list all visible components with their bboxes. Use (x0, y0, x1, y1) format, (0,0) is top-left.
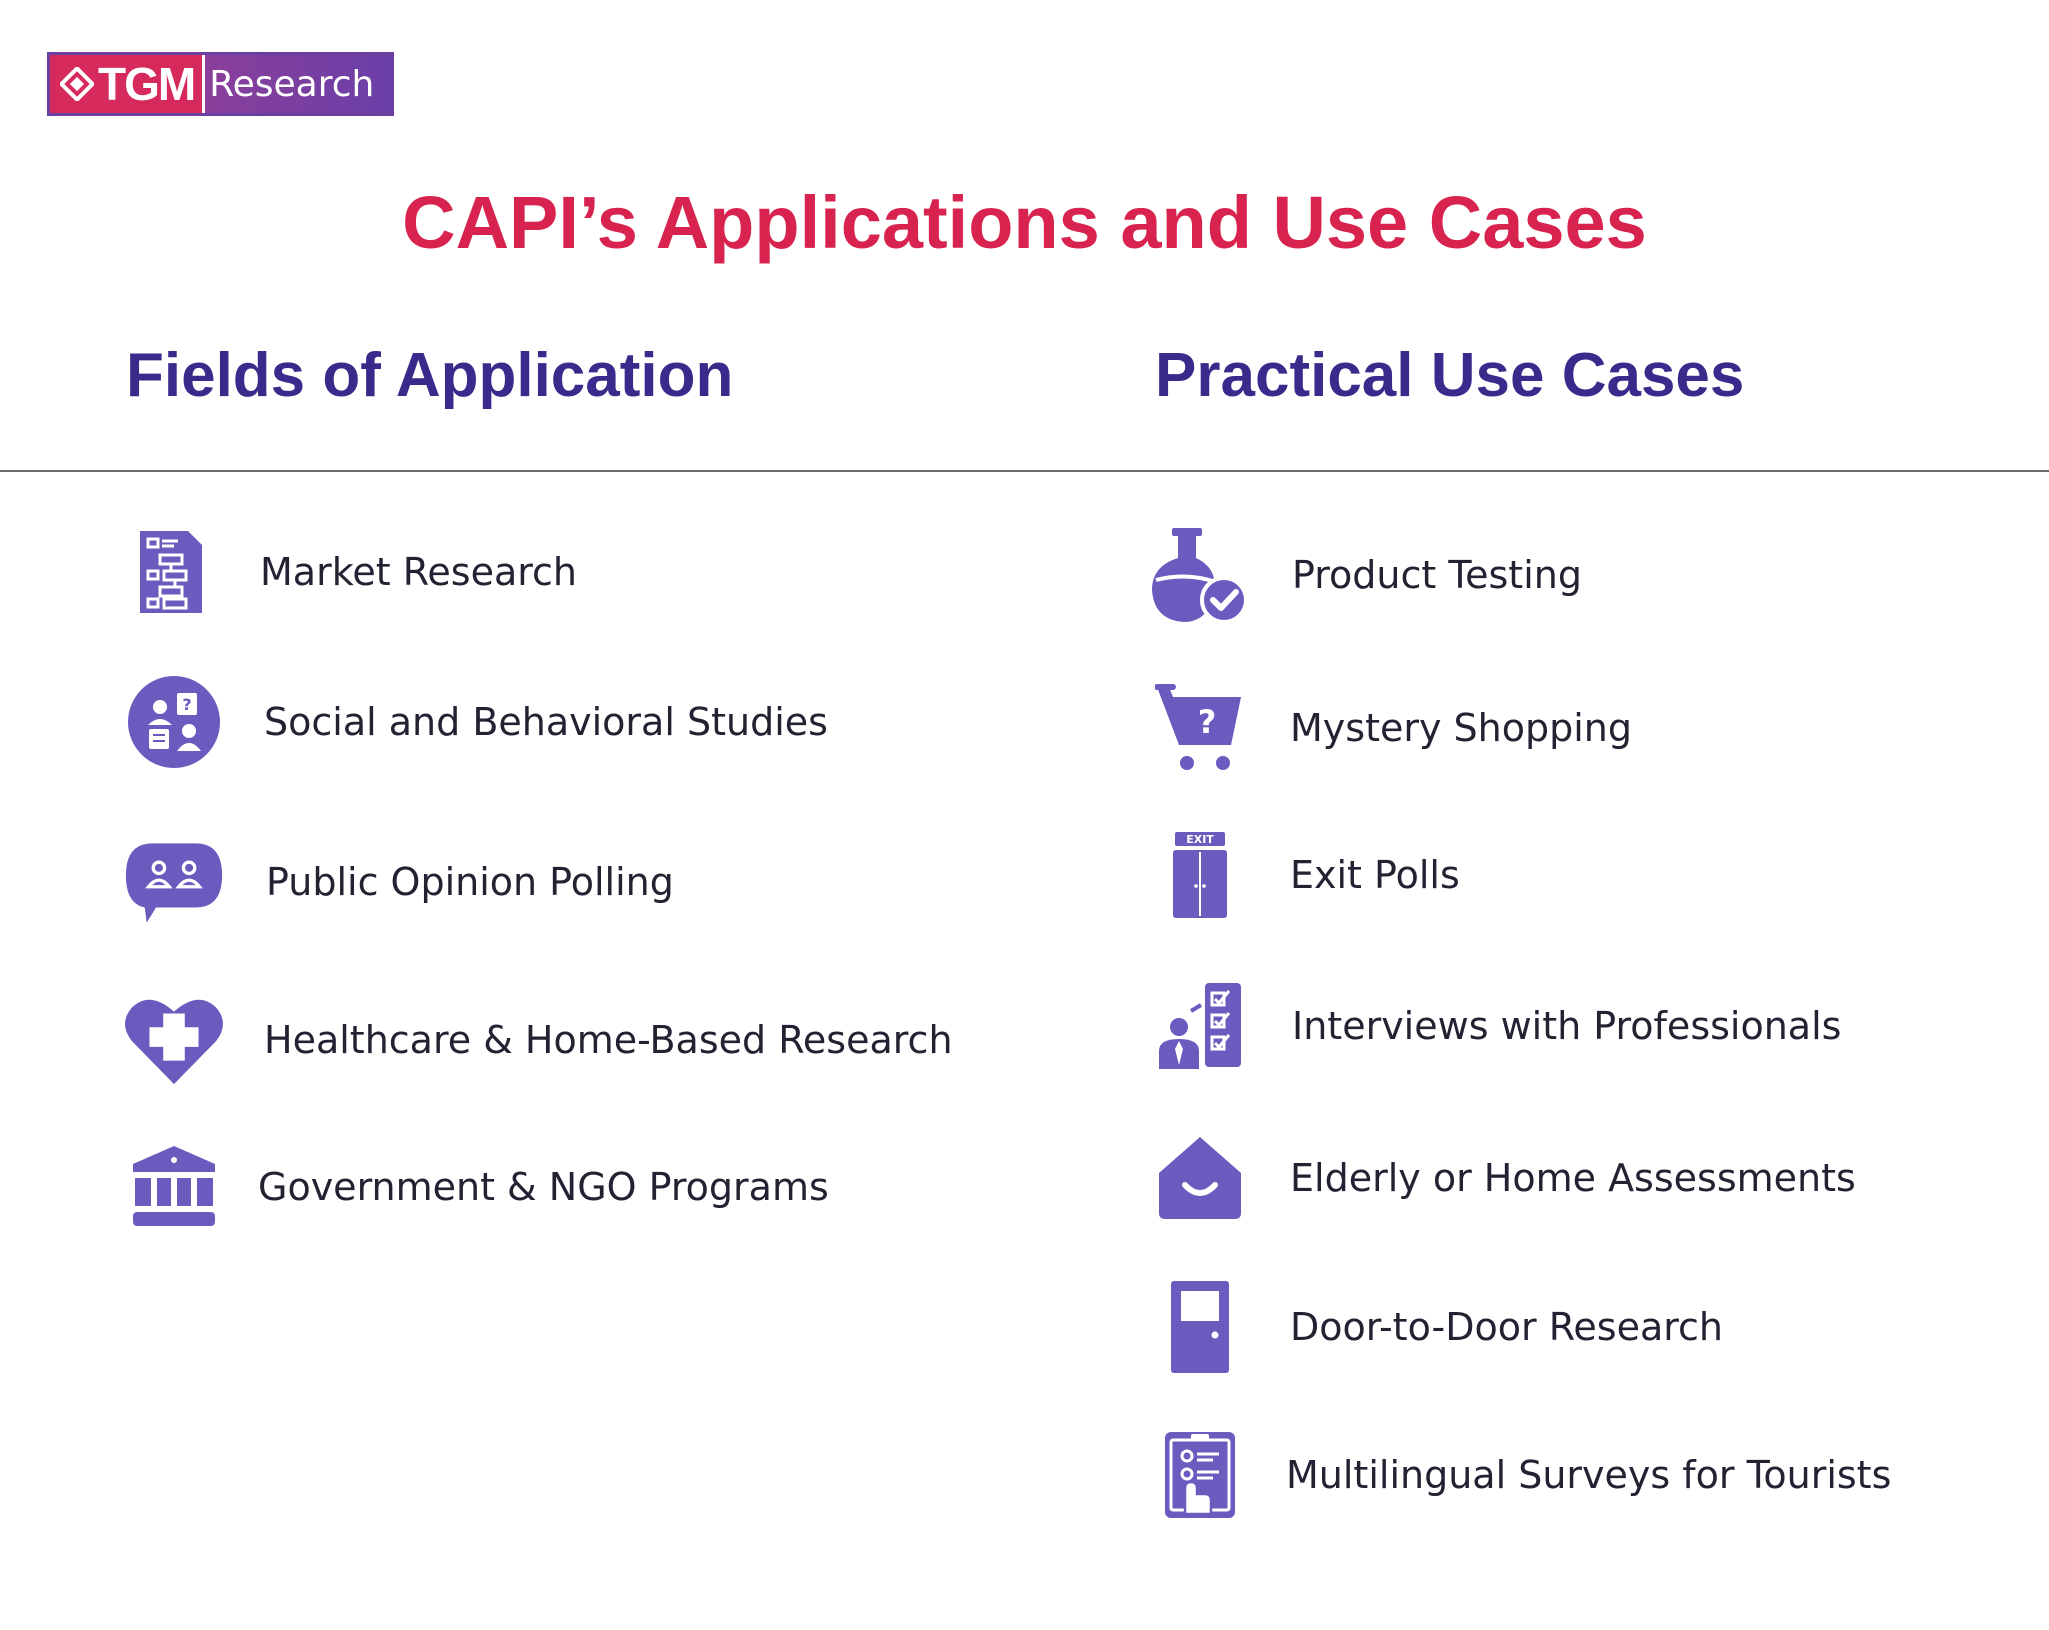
tablet-survey-icon (1150, 1425, 1250, 1525)
list-item-market-research (120, 522, 577, 622)
fields-of-application-heading: Fields of Application (126, 341, 734, 410)
list-item-healthcare (124, 990, 953, 1090)
item-label: Product Testing (1292, 553, 1582, 597)
practical-use-cases-heading: Practical Use Cases (1155, 341, 1745, 410)
list-item-door-to-door (1150, 1277, 1723, 1377)
list-item-exit-polls (1150, 825, 1460, 925)
item-label: Social and Behavioral Studies (264, 700, 828, 744)
svg-text:EXIT: EXIT (1186, 833, 1214, 846)
svg-text:?: ? (182, 695, 192, 714)
logo-brand (50, 55, 205, 113)
list-item-government (124, 1137, 829, 1237)
item-label: Multilingual Surveys for Tourists (1286, 1453, 1892, 1497)
list-item-interviews-professionals (1150, 976, 1841, 1076)
item-label: Government & NGO Programs (258, 1165, 829, 1209)
flask-check-icon (1150, 525, 1250, 625)
item-label: Mystery Shopping (1290, 706, 1632, 750)
list-item-mystery-shopping (1150, 678, 1632, 778)
list-item-elderly-home (1150, 1128, 1856, 1228)
list-item-product-testing (1150, 525, 1582, 625)
logo-brand-text: TGM (98, 58, 195, 110)
page-title: CAPI’s Applications and Use Cases (402, 181, 1647, 264)
government-building-icon (124, 1137, 224, 1237)
item-label: Public Opinion Polling (266, 860, 674, 904)
list-item-multilingual-surveys (1150, 1425, 1891, 1525)
svg-text:?: ? (1197, 703, 1217, 741)
item-label: Exit Polls (1290, 853, 1460, 897)
home-smile-icon (1150, 1128, 1250, 1228)
list-item-public-opinion (124, 832, 674, 932)
flowchart-document-icon (120, 522, 220, 622)
item-label: Door-to-Door Research (1290, 1305, 1723, 1349)
item-label: Elderly or Home Assessments (1290, 1156, 1856, 1200)
item-label: Interviews with Professionals (1292, 1004, 1842, 1048)
exit-door-icon (1150, 825, 1250, 925)
item-label: Healthcare & Home-Based Research (264, 1018, 953, 1062)
logo-suffix: Research (205, 55, 391, 113)
door-icon (1150, 1277, 1250, 1377)
diamond-logo-icon (60, 67, 94, 101)
tgm-research-logo (47, 52, 394, 116)
shopping-cart-question-icon (1150, 678, 1250, 778)
list-item-social-behavioral (124, 672, 828, 772)
person-checklist-icon (1150, 976, 1250, 1076)
section-divider (0, 470, 2049, 472)
people-survey-icon (124, 672, 224, 772)
heart-cross-icon (124, 990, 224, 1090)
speech-bubble-people-icon (124, 832, 224, 932)
item-label: Market Research (260, 550, 578, 594)
